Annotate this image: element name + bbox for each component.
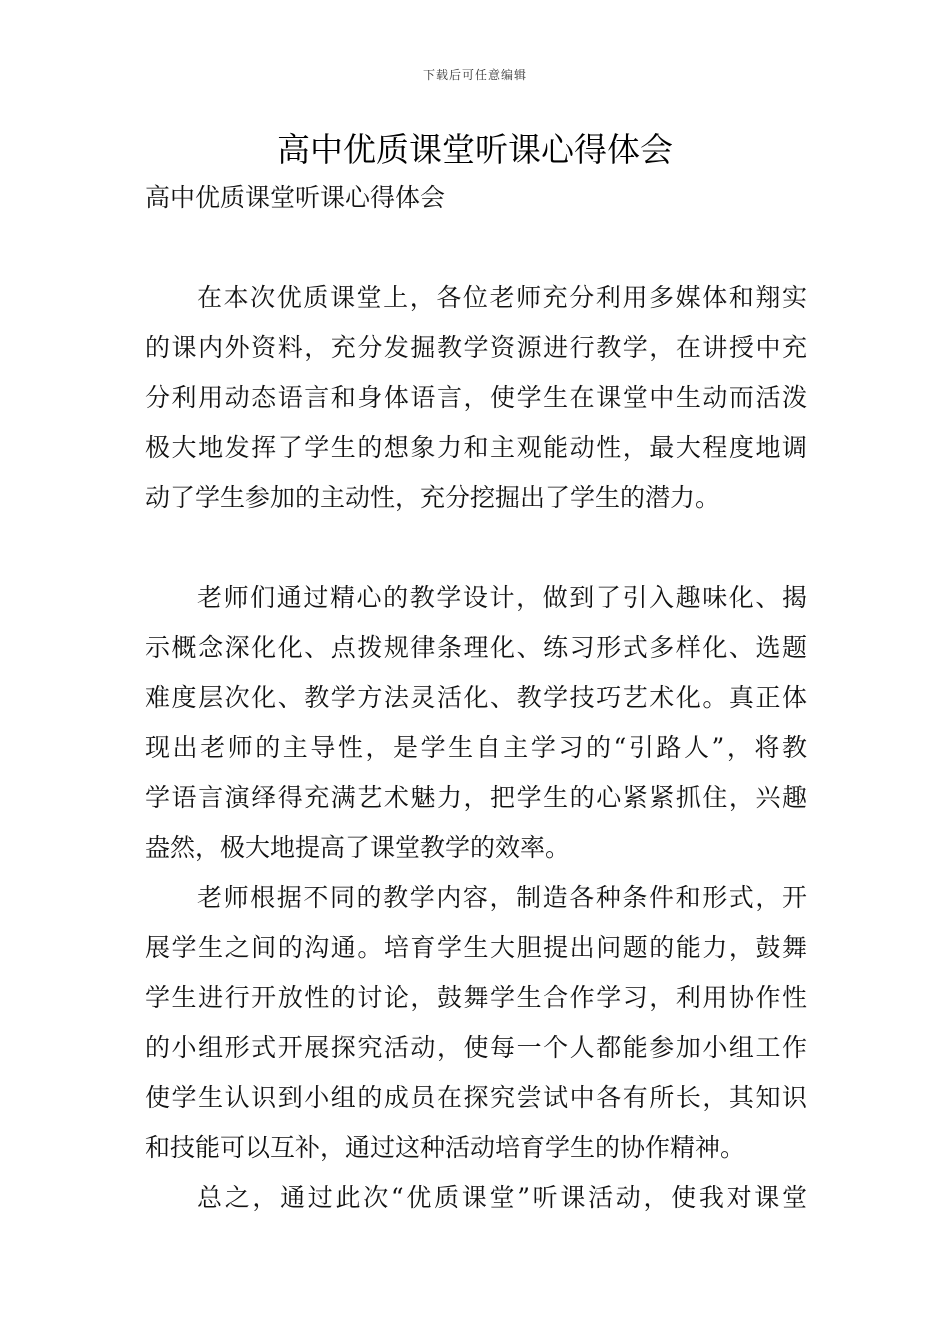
- paragraph-line: 分利用动态语言和身体语言，使学生在课堂中生动而活泼: [145, 383, 807, 412]
- paragraph-3: [145, 873, 807, 1173]
- paragraph-line: 老师们通过精心的教学设计，做到了引入趣味化、揭: [197, 583, 807, 612]
- paragraph-line: 学生进行开放性的讨论，鼓舞学生合作学习，利用协作性: [145, 983, 807, 1012]
- paragraph-1: [145, 273, 807, 523]
- paragraph-line: 的小组形式开展探究活动，使每一个人都能参加小组工作: [145, 1033, 807, 1062]
- paragraph-4: [145, 1173, 807, 1223]
- paragraph-line: 的课内外资料，充分发掘教学资源进行教学，在讲授中充: [145, 333, 807, 362]
- paragraph-line: 学语言演绎得充满艺术魅力，把学生的心紧紧抓住，兴趣: [145, 783, 807, 812]
- paragraph-line: 展学生之间的沟通。培育学生大胆提出问题的能力，鼓舞: [145, 933, 807, 962]
- paragraph-line: 难度层次化、教学方法灵活化、教学技巧艺术化。真正体: [145, 683, 807, 712]
- paragraph-line: 老师根据不同的教学内容，制造各种条件和形式，开: [197, 883, 807, 912]
- paragraph-line: 和技能可以互补，通过这种活动培育学生的协作精神。: [145, 1133, 746, 1162]
- paragraph-2: [145, 573, 807, 873]
- paragraph-line: 总之，通过此次“优质课堂”听课活动，使我对课堂: [197, 1183, 807, 1212]
- paragraph-line: 使学生认识到小组的成员在探究尝试中各有所长，其知识: [145, 1083, 807, 1112]
- document-title: 高中优质课堂听课心得体会: [277, 130, 673, 169]
- paragraph-line: 在本次优质课堂上，各位老师充分利用多媒体和翔实: [197, 283, 807, 312]
- paragraph-line: 盎然，极大地提高了课堂教学的效率。: [145, 833, 571, 862]
- paragraph-line: 动了学生参加的主动性，充分挖掘出了学生的潜力。: [145, 483, 721, 512]
- document-subtitle: 高中优质课堂听课心得体会: [145, 183, 446, 212]
- paragraph-line: 极大地发挥了学生的想象力和主观能动性，最大程度地调: [145, 433, 807, 462]
- paragraph-line: 现出老师的主导性，是学生自主学习的“引路人”，将教: [145, 733, 807, 762]
- paragraph-line: 示概念深化化、点拨规律条理化、练习形式多样化、选题: [145, 633, 807, 662]
- header-note: 下载后可任意编辑: [422, 68, 527, 82]
